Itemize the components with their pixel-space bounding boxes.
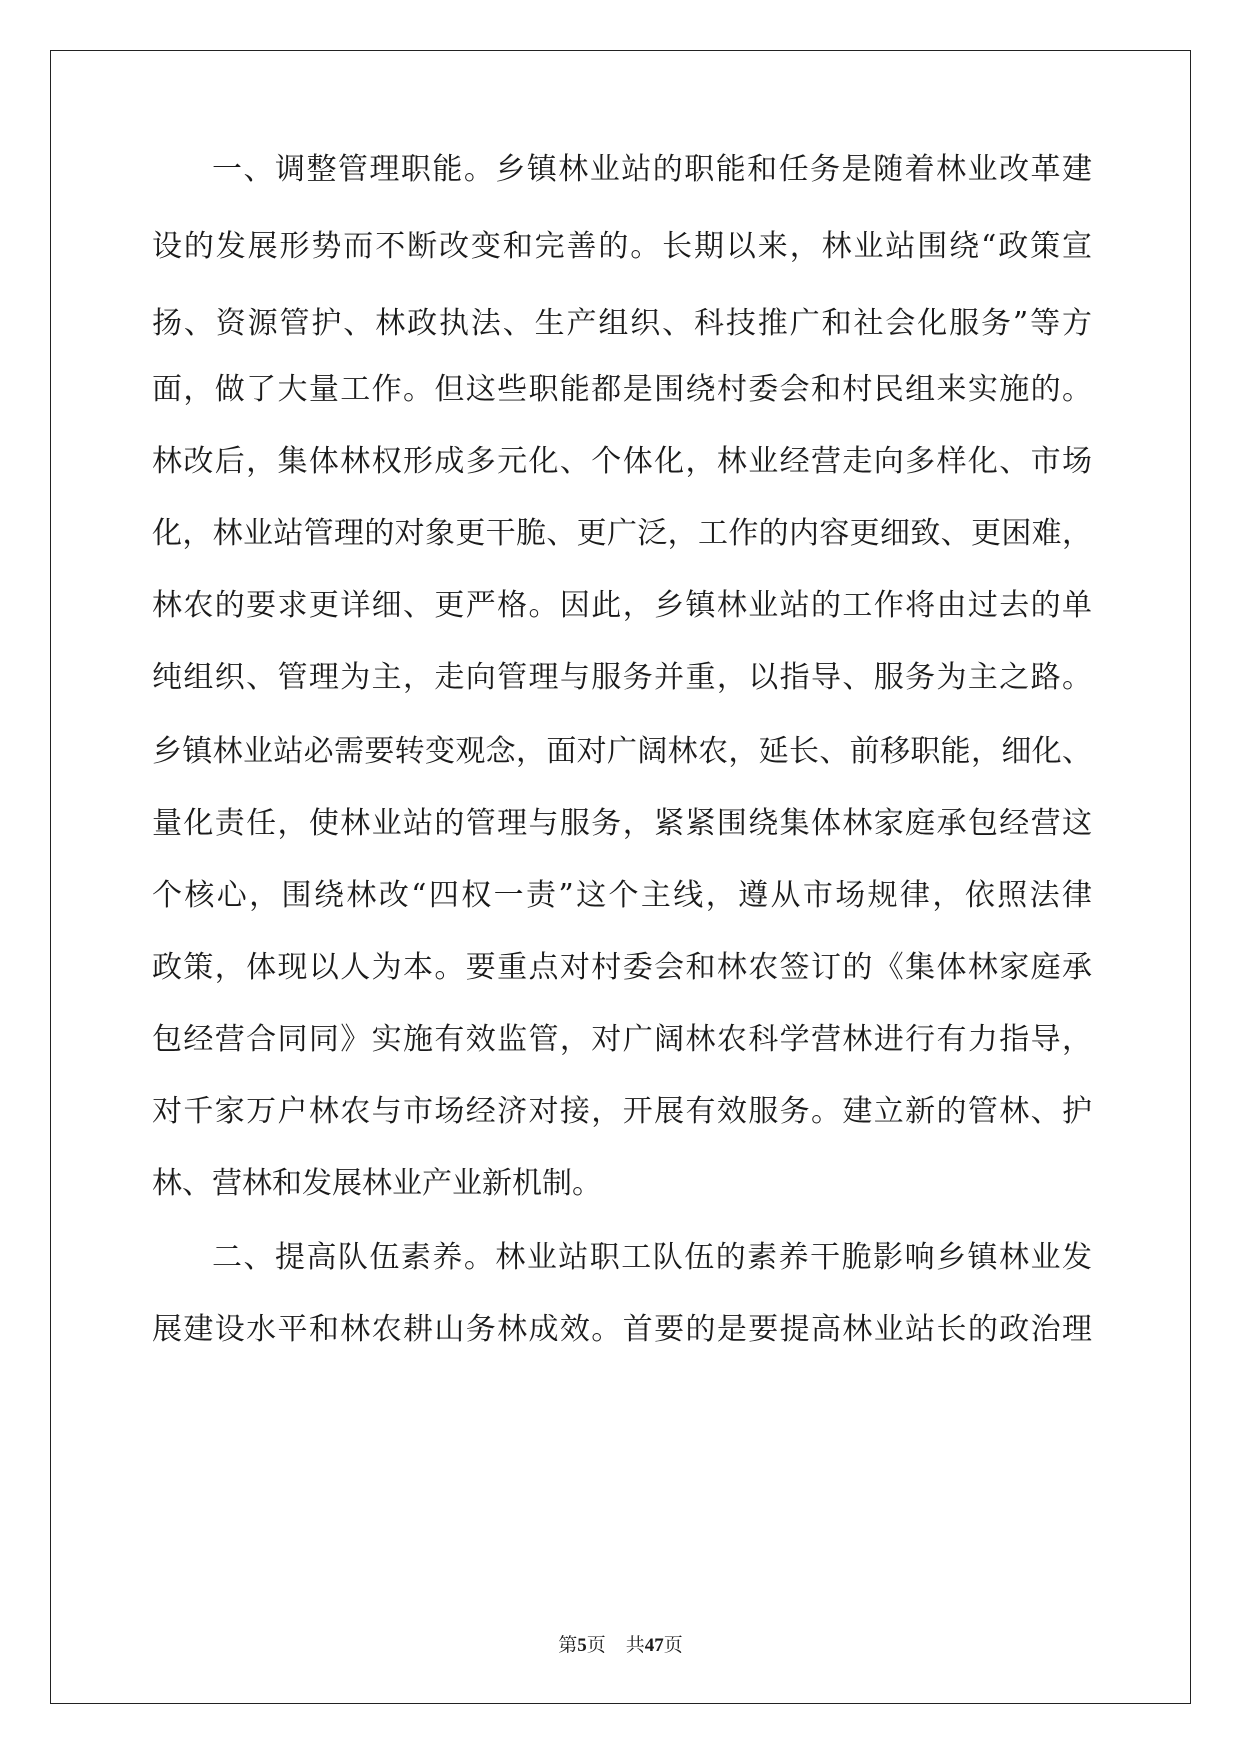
paragraph-1-line-1: 一、调整管理职能。乡镇林业站的职能和任务是随着林业改革建 [212,152,1092,187]
page-label-prefix: 第 [558,1635,578,1656]
paragraph-2-line-1: 二、提高队伍素养。林业站职工队伍的素养干脆影响乡镇林业发 [212,1240,1092,1275]
paragraph-2-line-2: 展建设水平和林农耕山务林成效。首要的是要提高林业站长的政治理 [152,1312,1092,1347]
paragraph-1-line-14: 对千家万户林农与市场经济对接，开展有效服务。建立新的管林、护 [152,1094,1092,1129]
page-number: 5 [577,1635,587,1656]
paragraph-1-line-7: 林农的要求更详细、更严格。因此，乡镇林业站的工作将由过去的单 [152,588,1092,623]
paragraph-1-line-6: 化，林业站管理的对象更干脆、更广泛，工作的内容更细致、更困难， [152,516,1092,551]
page-label-suffix: 页 [586,1635,606,1656]
paragraph-1-line-3: 扬、资源管护、林政执法、生产组织、科技推广和社会化服务”等方 [152,306,1092,341]
page-footer [0,1630,1241,1657]
paragraph-1-line-12: 政策，体现以人为本。要重点对村委会和林农签订的《集体林家庭承 [152,950,1092,985]
paragraph-1-line-4: 面，做了大量工作。但这些职能都是围绕村委会和村民组来实施的。 [152,372,1092,407]
paragraph-1-line-15: 林、营林和发展林业产业新机制。 [152,1166,602,1201]
paragraph-1-line-10: 量化责任，使林业站的管理与服务，紧紧围绕集体林家庭承包经营这 [152,806,1092,841]
paragraph-1-line-11: 个核心，围绕林改“四权一责”这个主线，遵从市场规律，依照法律 [152,878,1092,913]
paragraph-1-line-2: 设的发展形势而不断改变和完善的。长期以来，林业站围绕“政策宣 [152,229,1092,264]
paragraph-1-line-8: 纯组织、管理为主，走向管理与服务并重，以指导、服务为主之路。 [152,660,1092,695]
paragraph-1-line-13: 包经营合同同》实施有效监管，对广阔林农科学营林进行有力指导， [152,1022,1092,1057]
total-pages: 47 [644,1635,664,1656]
paragraph-1-line-9: 乡镇林业站必需要转变观念，面对广阔林农，延长、前移职能，细化、 [152,734,1092,769]
paragraph-1-line-5: 林改后，集体林权形成多元化、个体化，林业经营走向多样化、市场 [152,444,1092,479]
total-label-suffix: 页 [663,1635,683,1656]
total-label-prefix: 共 [625,1635,645,1656]
